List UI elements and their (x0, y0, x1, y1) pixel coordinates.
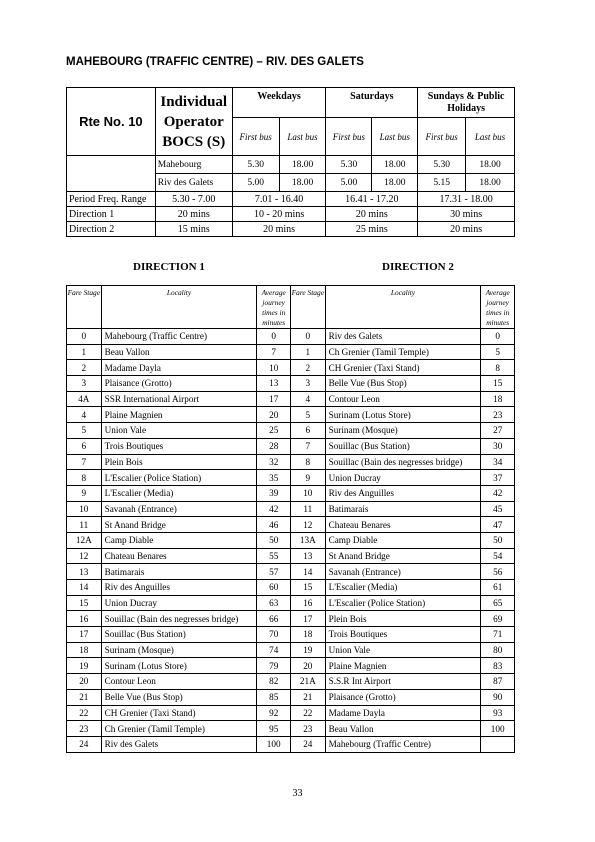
journey-time: 23 (481, 407, 515, 423)
journey-time: 10 (257, 360, 291, 376)
locality: Chateau Benares (325, 517, 481, 533)
locality: Savanah (Entrance) (101, 501, 257, 517)
journey-time: 20 (257, 407, 291, 423)
fare-stage: 1 (67, 344, 102, 360)
group-sundays: Sundays & Public Holidays (418, 88, 515, 118)
fare-stage: 21 (290, 689, 325, 705)
fare-stage: 16 (67, 611, 102, 627)
direction-label: Direction 2 (67, 222, 156, 237)
locality: Union Vale (325, 642, 481, 658)
locality: Plaisance (Grotto) (325, 689, 481, 705)
locality: CH Grenier (Taxi Stand) (325, 360, 481, 376)
journey-time: 34 (481, 454, 515, 470)
journey-time: 80 (481, 642, 515, 658)
locality: Camp Diable (325, 532, 481, 548)
fare-stage: 13A (290, 532, 325, 548)
fare-stage: 16 (290, 595, 325, 611)
fare-stage: 15 (290, 580, 325, 596)
table-row (67, 407, 515, 423)
locality: Contour Leon (101, 674, 257, 690)
locality: Mahebourg (Traffic Centre) (101, 329, 257, 345)
locality: CH Grenier (Taxi Stand) (101, 705, 257, 721)
locality: Plein Bois (101, 454, 257, 470)
journey-time: 55 (257, 548, 291, 564)
locality-header: Locality (101, 286, 257, 329)
locality: Plaine Magnien (101, 407, 257, 423)
table-row (67, 344, 515, 360)
journey-time: 30 (481, 438, 515, 454)
fare-stage: 22 (67, 705, 102, 721)
locality: Belle Vue (Bus Stop) (101, 689, 257, 705)
table-row (67, 376, 515, 392)
table-row (67, 391, 515, 407)
locality: Union Vale (101, 423, 257, 439)
period-label: Period Freq. Range (67, 192, 156, 207)
journey-time: 90 (481, 689, 515, 705)
locality: Surinam (Mosque) (101, 642, 257, 658)
direction-1-title: DIRECTION 1 (133, 261, 205, 273)
journey-time: 69 (481, 611, 515, 627)
journey-time: 93 (481, 705, 515, 721)
stages-table (66, 285, 515, 753)
table-row (67, 627, 515, 643)
fare-stage: 12A (67, 532, 102, 548)
fare-stage: 17 (67, 627, 102, 643)
journey-time: 46 (257, 517, 291, 533)
table-row (67, 705, 515, 721)
time-cell: 18.00 (279, 156, 326, 174)
journey-time: 65 (481, 595, 515, 611)
locality: Batimarais (325, 501, 481, 517)
journey-time: 35 (257, 470, 291, 486)
locality: Beau Vallon (325, 721, 481, 737)
time-cell: 5.30 (232, 156, 279, 174)
table-row (67, 595, 515, 611)
fare-stage: 0 (67, 329, 102, 345)
fare-stage: 2 (290, 360, 325, 376)
journey-time: 83 (481, 658, 515, 674)
fare-stage: 7 (290, 438, 325, 454)
fare-stage: 6 (290, 423, 325, 439)
fare-stage: 13 (290, 548, 325, 564)
locality: Souillac (Bus Station) (325, 438, 481, 454)
journey-time: 57 (257, 564, 291, 580)
journey-time: 28 (257, 438, 291, 454)
journey-time: 82 (257, 674, 291, 690)
time-cell: 5.30 (326, 156, 372, 174)
fare-stage: 10 (290, 485, 325, 501)
locality: Trois Boutiques (325, 627, 481, 643)
page-title: MAHEBOURG (TRAFFIC CENTRE) – RIV. DES GALETS (66, 56, 364, 68)
fare-stage: 19 (290, 642, 325, 658)
locality: Riv des Galets (101, 736, 257, 752)
fare-stage: 23 (67, 721, 102, 737)
table-row (67, 517, 515, 533)
locality: L'Escalier (Police Station) (325, 595, 481, 611)
fare-stage: 12 (67, 548, 102, 564)
journey-time: 54 (481, 548, 515, 564)
locality: Riv des Galets (325, 329, 481, 345)
page-number: 33 (292, 788, 303, 799)
time-cell: 5.30 (418, 156, 466, 174)
journey-time: 79 (257, 658, 291, 674)
fare-stage: 3 (67, 376, 102, 392)
journey-time: 50 (481, 532, 515, 548)
locality: Riv des Anguilles (325, 485, 481, 501)
journey-time: 27 (481, 423, 515, 439)
locality: Madame Dayla (325, 705, 481, 721)
terminal-name: Riv des Galets (155, 174, 232, 192)
frequency-cell: 20 mins (155, 207, 232, 222)
frequency-cell: 20 mins (418, 222, 515, 237)
fare-stage: 10 (67, 501, 102, 517)
period-cell: 5.30 - 7.00 (155, 192, 232, 207)
table-row (67, 674, 515, 690)
fare-stage: 5 (290, 407, 325, 423)
first-bus-header: First bus (232, 118, 279, 156)
table-row (67, 501, 515, 517)
locality: Chateau Benares (101, 548, 257, 564)
fare-stage: 14 (67, 580, 102, 596)
fare-stage: 23 (290, 721, 325, 737)
table-row (67, 580, 515, 596)
locality: Ch Grenier (Tamil Temple) (325, 344, 481, 360)
fare-stage: 22 (290, 705, 325, 721)
fare-stage: 11 (290, 501, 325, 517)
period-cell: 7.01 - 16.40 (232, 192, 326, 207)
journey-time: 100 (481, 721, 515, 737)
time-cell: 18.00 (279, 174, 326, 192)
table-row (67, 423, 515, 439)
table-row (67, 564, 515, 580)
period-cell: 17.31 - 18.00 (418, 192, 515, 207)
locality: Union Ducray (325, 470, 481, 486)
fare-stage: 9 (290, 470, 325, 486)
stages-header-row (67, 286, 515, 329)
table-row (67, 642, 515, 658)
journey-time: 0 (257, 329, 291, 345)
journey-time: 15 (481, 376, 515, 392)
locality: Mahebourg (Traffic Centre) (325, 736, 481, 752)
fare-stage: 4A (67, 391, 102, 407)
frequency-cell: 20 mins (326, 207, 418, 222)
fare-stage: 19 (67, 658, 102, 674)
locality-header: Locality (325, 286, 481, 329)
locality: Union Ducray (101, 595, 257, 611)
locality: Ch Grenier (Tamil Temple) (101, 721, 257, 737)
period-row (67, 192, 515, 207)
fare-stage: 13 (67, 564, 102, 580)
journey-time: 56 (481, 564, 515, 580)
time-cell: 18.00 (466, 174, 515, 192)
table-row (67, 454, 515, 470)
journey-time: 63 (257, 595, 291, 611)
journey-time: 39 (257, 485, 291, 501)
journey-time: 25 (257, 423, 291, 439)
journey-time: 92 (257, 705, 291, 721)
fare-stage: 5 (67, 423, 102, 439)
fare-stage: 18 (67, 642, 102, 658)
journey-time: 47 (481, 517, 515, 533)
locality: Batimarais (101, 564, 257, 580)
locality: L'Escalier (Media) (325, 580, 481, 596)
fare-stage: 20 (67, 674, 102, 690)
journey-time: 45 (481, 501, 515, 517)
locality: Souillac (Bain des negresses bridge) (325, 454, 481, 470)
fare-stage: 20 (290, 658, 325, 674)
locality: Surinam (Mosque) (325, 423, 481, 439)
direction-label: Direction 1 (67, 207, 156, 222)
table-row (67, 329, 515, 345)
journey-time: 37 (481, 470, 515, 486)
locality: L'Escalier (Media) (101, 485, 257, 501)
fare-stage-header: Fare Stage (290, 286, 325, 329)
operator (155, 88, 232, 156)
locality: St Anand Bridge (325, 548, 481, 564)
fare-stage: 12 (290, 517, 325, 533)
journey-time: 95 (257, 721, 291, 737)
locality: Belle Vue (Bus Stop) (325, 376, 481, 392)
journey-time: 71 (481, 627, 515, 643)
locality: Camp Diable (101, 532, 257, 548)
direction-row (67, 207, 515, 222)
journey-time: 42 (257, 501, 291, 517)
direction-2-title: DIRECTION 2 (382, 261, 454, 273)
fare-stage: 4 (290, 391, 325, 407)
locality: Surinam (Lotus Store) (101, 658, 257, 674)
journey-time: 50 (257, 532, 291, 548)
journey-time: 13 (257, 376, 291, 392)
locality: L'Escalier (Police Station) (101, 470, 257, 486)
journey-time: 60 (257, 580, 291, 596)
locality: Souillac (Bain des negresses bridge) (101, 611, 257, 627)
journey-time: 18 (481, 391, 515, 407)
table-row (67, 485, 515, 501)
journey-time: 61 (481, 580, 515, 596)
table-row (67, 689, 515, 705)
fare-stage: 0 (290, 329, 325, 345)
table-row (67, 470, 515, 486)
fare-stage: 3 (290, 376, 325, 392)
time-cell: 5.00 (232, 174, 279, 192)
locality: Beau Vallon (101, 344, 257, 360)
locality: Plaine Magnien (325, 658, 481, 674)
frequency-cell: 15 mins (155, 222, 232, 237)
operator-line: Operator (163, 113, 224, 130)
frequency-cell: 10 - 20 mins (232, 207, 326, 222)
fare-stage: 11 (67, 517, 102, 533)
frequency-cell: 20 mins (232, 222, 326, 237)
fare-stage: 7 (67, 454, 102, 470)
last-bus-header: Last bus (372, 118, 418, 156)
fare-stage: 14 (290, 564, 325, 580)
locality: SSR International Airport (101, 391, 257, 407)
table-row (67, 548, 515, 564)
operator-line: Individual (160, 93, 228, 110)
journey-time: 74 (257, 642, 291, 658)
last-bus-header: Last bus (466, 118, 515, 156)
table-row (67, 438, 515, 454)
table-row (67, 532, 515, 548)
fare-stage: 17 (290, 611, 325, 627)
terminal-name: Mahebourg (155, 156, 232, 174)
locality: Souillac (Bus Station) (101, 627, 257, 643)
table-row (67, 721, 515, 737)
locality: Plein Bois (325, 611, 481, 627)
locality: Plaisance (Grotto) (101, 376, 257, 392)
journey-time (481, 736, 515, 752)
fare-stage: 4 (67, 407, 102, 423)
table-row (67, 611, 515, 627)
last-bus-header: Last bus (279, 118, 326, 156)
journey-time: 7 (257, 344, 291, 360)
locality: Riv des Anguilles (101, 580, 257, 596)
locality: S.S.R Int Airport (325, 674, 481, 690)
fare-stage: 21 (67, 689, 102, 705)
journey-time: 70 (257, 627, 291, 643)
first-bus-header: First bus (418, 118, 466, 156)
journey-time: 66 (257, 611, 291, 627)
period-cell: 16.41 - 17.20 (326, 192, 418, 207)
fare-stage: 24 (290, 736, 325, 752)
time-cell: 5.00 (326, 174, 372, 192)
terminal-row (67, 156, 515, 174)
time-cell: 18.00 (372, 156, 418, 174)
time-cell: 18.00 (466, 156, 515, 174)
fare-stage: 8 (290, 454, 325, 470)
frequency-cell: 30 mins (418, 207, 515, 222)
group-weekdays: Weekdays (232, 88, 326, 118)
operator-line: BOCS (S) (162, 133, 226, 150)
route-summary-table (66, 87, 515, 237)
avg-time-header: Average journey times in minutes (257, 286, 291, 329)
blank-cell (67, 174, 156, 192)
terminal-row (67, 174, 515, 192)
fare-stage-header: Fare Stage (67, 286, 102, 329)
locality: Savanah (Entrance) (325, 564, 481, 580)
journey-time: 8 (481, 360, 515, 376)
journey-time: 0 (481, 329, 515, 345)
journey-time: 17 (257, 391, 291, 407)
journey-time: 32 (257, 454, 291, 470)
journey-time: 87 (481, 674, 515, 690)
frequency-cell: 25 mins (326, 222, 418, 237)
fare-stage: 8 (67, 470, 102, 486)
locality: Madame Dayla (101, 360, 257, 376)
locality: St Anand Bridge (101, 517, 257, 533)
journey-time: 5 (481, 344, 515, 360)
fare-stage: 6 (67, 438, 102, 454)
journey-time: 42 (481, 485, 515, 501)
avg-time-header: Average journey times in minutes (481, 286, 515, 329)
fare-stage: 15 (67, 595, 102, 611)
first-bus-header: First bus (326, 118, 372, 156)
table-row (67, 658, 515, 674)
locality: Contour Leon (325, 391, 481, 407)
table-row (67, 736, 515, 752)
blank-cell (67, 156, 156, 174)
direction-row (67, 222, 515, 237)
time-cell: 5.15 (418, 174, 466, 192)
fare-stage: 2 (67, 360, 102, 376)
fare-stage: 21A (290, 674, 325, 690)
journey-time: 85 (257, 689, 291, 705)
fare-stage: 1 (290, 344, 325, 360)
table-row (67, 360, 515, 376)
fare-stage: 9 (67, 485, 102, 501)
group-saturdays: Saturdays (326, 88, 418, 118)
route-number: Rte No. 10 (67, 88, 156, 156)
locality: Surinam (Lotus Store) (325, 407, 481, 423)
time-cell: 18.00 (372, 174, 418, 192)
fare-stage: 24 (67, 736, 102, 752)
locality: Trois Boutiques (101, 438, 257, 454)
fare-stage: 18 (290, 627, 325, 643)
journey-time: 100 (257, 736, 291, 752)
